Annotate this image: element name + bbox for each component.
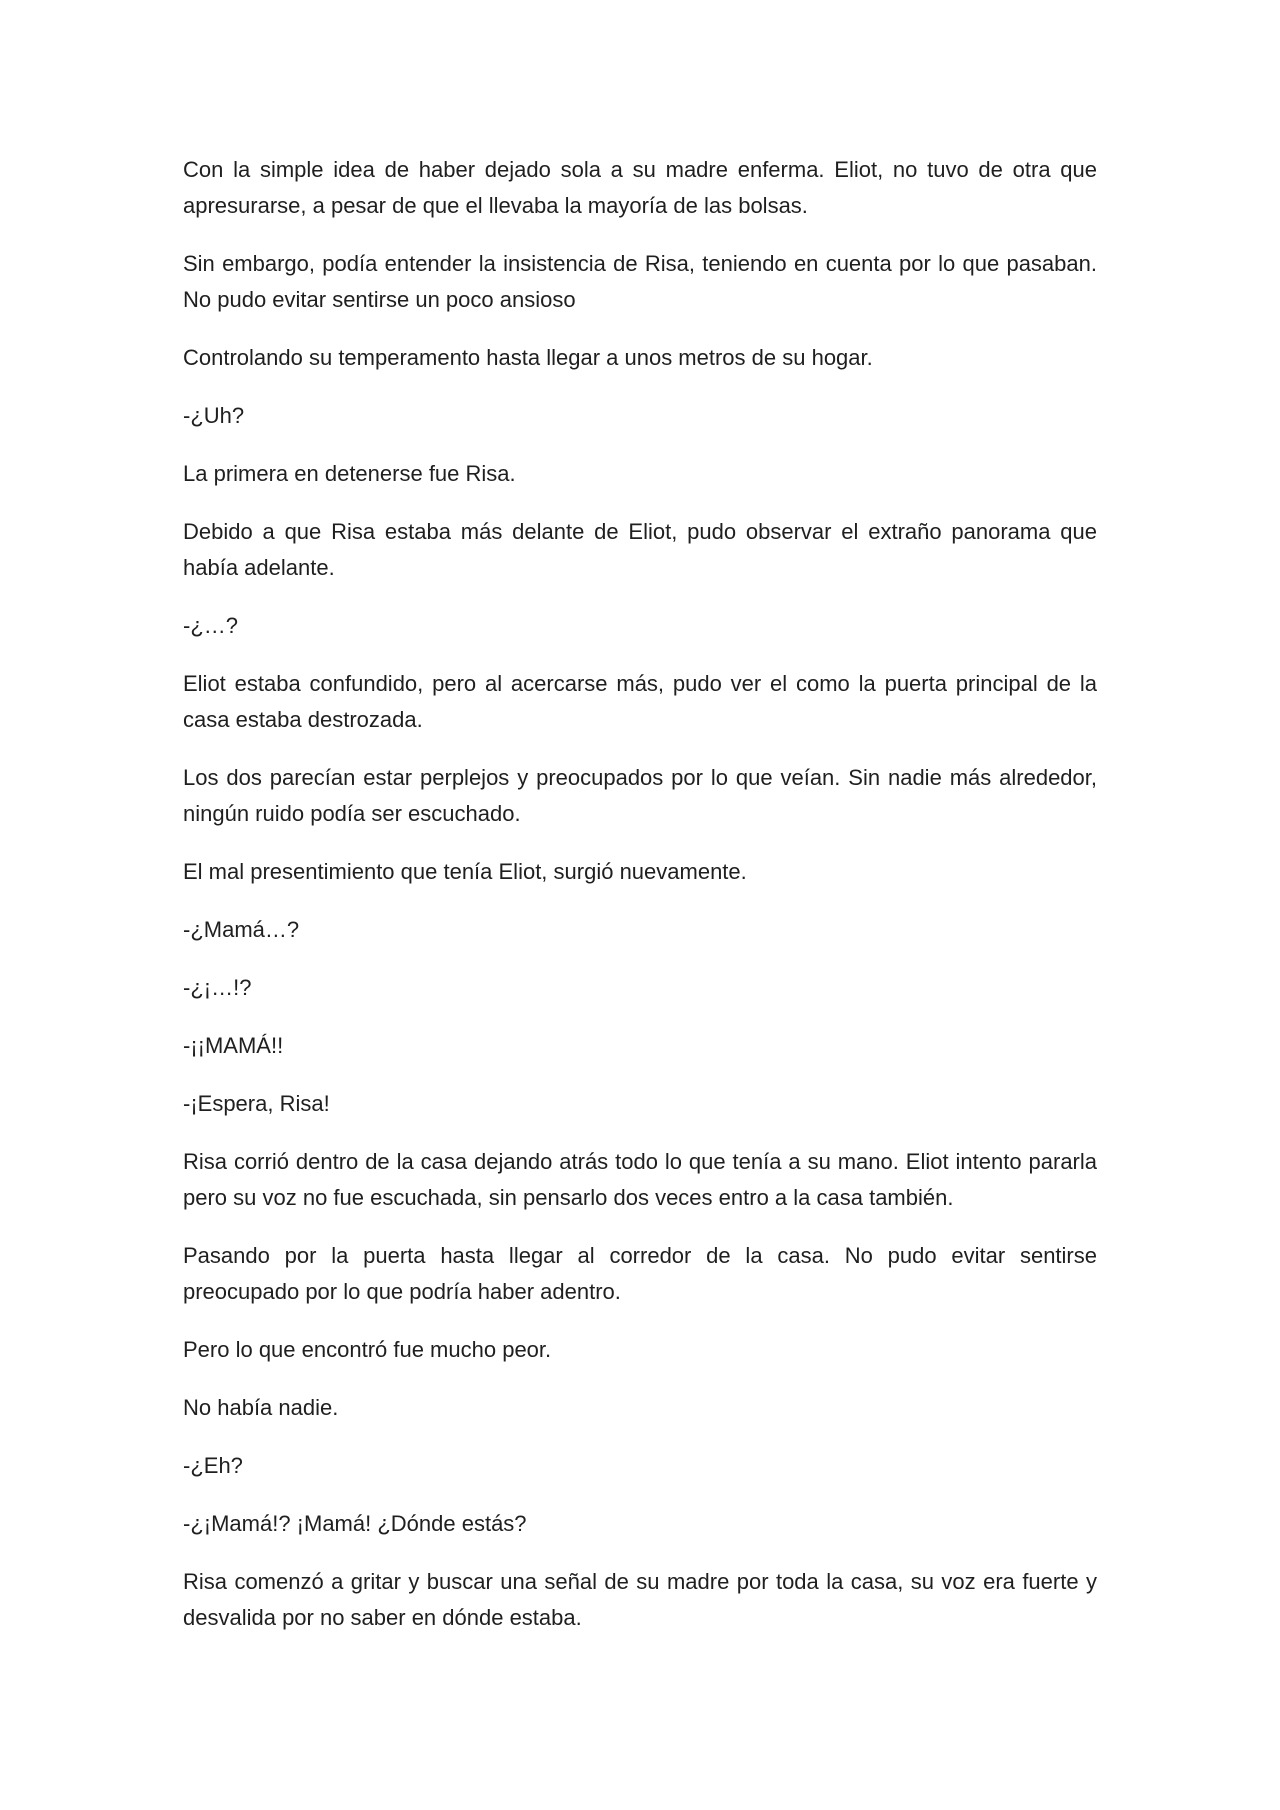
paragraph: Debido a que Risa estaba más delante de Eliot, pudo observar el extraño panorama que había adelante. (183, 519, 1097, 580)
paragraph: Eliot estaba confundido, pero al acercarse más, pudo ver el como la puerta principal de la casa estaba destrozada. (183, 671, 1097, 732)
paragraph: El mal presentimiento que tenía Eliot, surgió nuevamente. (183, 859, 747, 884)
dialogue-line: -¿…? (183, 613, 238, 638)
document-page (183, 152, 1097, 1658)
paragraph: Pero lo que encontró fue mucho peor. (183, 1337, 552, 1362)
paragraph: Risa corrió dentro de la casa dejando atrás todo lo que tenía a su mano. Eliot intento pararla pero su voz no fue escuchada, sin pensarlo dos veces entro a la casa también. (183, 1149, 1097, 1210)
paragraph: Sin embargo, podía entender la insistencia de Risa, teniendo en cuenta por lo que pasaban. No pudo evitar sentirse un poco ansioso (183, 251, 1097, 312)
paragraph: Con la simple idea de haber dejado sola a su madre enferma. Eliot, no tuvo de otra que apresurarse, a pesar de que el llevaba la mayoría de las bolsas. (183, 157, 1097, 218)
dialogue-line: -¿¡Mamá!? ¡Mamá! ¿Dónde estás? (183, 1511, 527, 1536)
paragraph: No había nadie. (183, 1395, 339, 1420)
paragraph: Pasando por la puerta hasta llegar al corredor de la casa. No pudo evitar sentirse preocupado por lo que podría haber adentro. (183, 1243, 1097, 1304)
dialogue-line: -¿¡…!? (183, 975, 252, 1000)
dialogue-line: -¡Espera, Risa! (183, 1091, 330, 1116)
dialogue-line: -¡¡MAMÁ!! (183, 1033, 284, 1058)
dialogue-line: -¿Mamá…? (183, 917, 300, 942)
dialogue-line: -¿Eh? (183, 1453, 243, 1478)
paragraph: Los dos parecían estar perplejos y preocupados por lo que veían. Sin nadie más alrededor, ningún ruido podía ser escuchado. (183, 765, 1097, 826)
paragraph: Risa comenzó a gritar y buscar una señal de su madre por toda la casa, su voz era fuerte y desvalida por no saber en dónde estaba. (183, 1569, 1097, 1630)
paragraph: Controlando su temperamento hasta llegar a unos metros de su hogar. (183, 345, 873, 370)
paragraph: La primera en detenerse fue Risa. (183, 461, 516, 486)
dialogue-line: -¿Uh? (183, 403, 245, 428)
